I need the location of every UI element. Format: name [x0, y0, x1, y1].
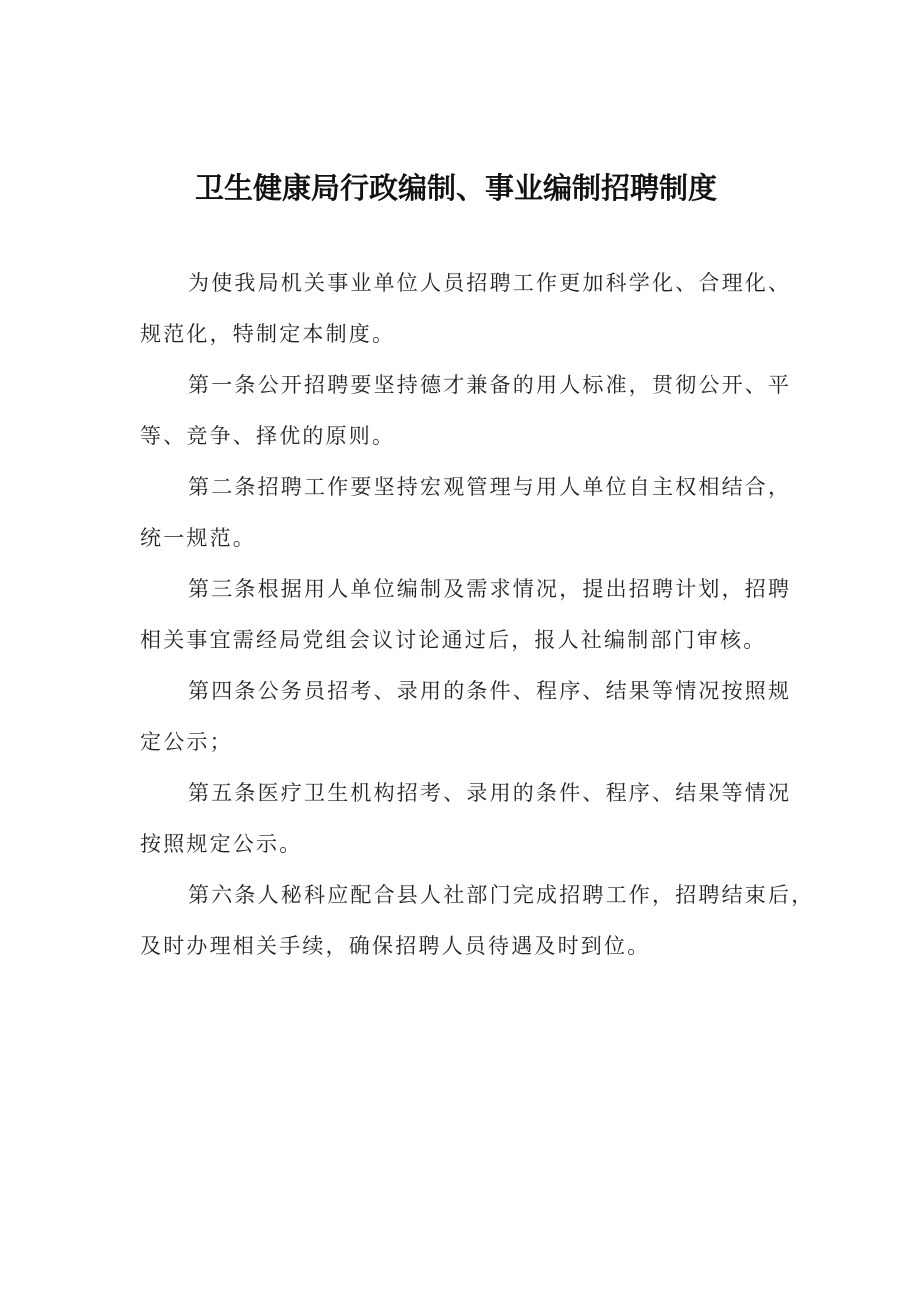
paragraph-article-1	[140, 360, 810, 462]
paragraph-line: 第三条根据用人单位编制及需求情况，提出招聘计划，招聘	[188, 577, 792, 601]
paragraph-line: 第五条医疗卫生机构招考、录用的条件、程序、结果等情况	[188, 781, 792, 805]
document-title: 卫生健康局行政编制、事业编制招聘制度	[194, 171, 717, 205]
paragraph-article-2	[140, 462, 810, 564]
paragraph-intro	[140, 258, 810, 360]
paragraph-line: 等、竞争、择优的原则。	[140, 424, 396, 448]
paragraph-line: 为使我局机关事业单位人员招聘工作更加科学化、合理化、	[188, 271, 792, 295]
paragraph-article-3	[140, 564, 810, 666]
paragraph-line: 第四条公务员招考、录用的条件、程序、结果等情况按照规	[188, 679, 792, 703]
paragraph-article-6	[140, 870, 815, 972]
paragraph-line: 第二条招聘工作要坚持宏观管理与用人单位自主权相结合，	[188, 475, 792, 499]
paragraph-line: 规范化，特制定本制度。	[140, 322, 396, 346]
paragraph-line: 定公示；	[140, 730, 233, 754]
paragraph-line: 第一条公开招聘要坚持德才兼备的用人标准，贯彻公开、平	[188, 373, 792, 397]
paragraph-article-5	[140, 768, 810, 870]
paragraph-line: 相关事宜需经局党组会议讨论通过后，报人社编制部门审核。	[140, 628, 767, 652]
paragraph-line: 第六条人秘科应配合县人社部门完成招聘工作，招聘结束后，	[188, 883, 815, 907]
document-body	[140, 258, 815, 972]
paragraph-article-4	[140, 666, 810, 768]
paragraph-line: 按照规定公示。	[140, 832, 303, 856]
paragraph-line: 及时办理相关手续，确保招聘人员待遇及时到位。	[140, 934, 651, 958]
paragraph-line: 统一规范。	[140, 526, 256, 550]
